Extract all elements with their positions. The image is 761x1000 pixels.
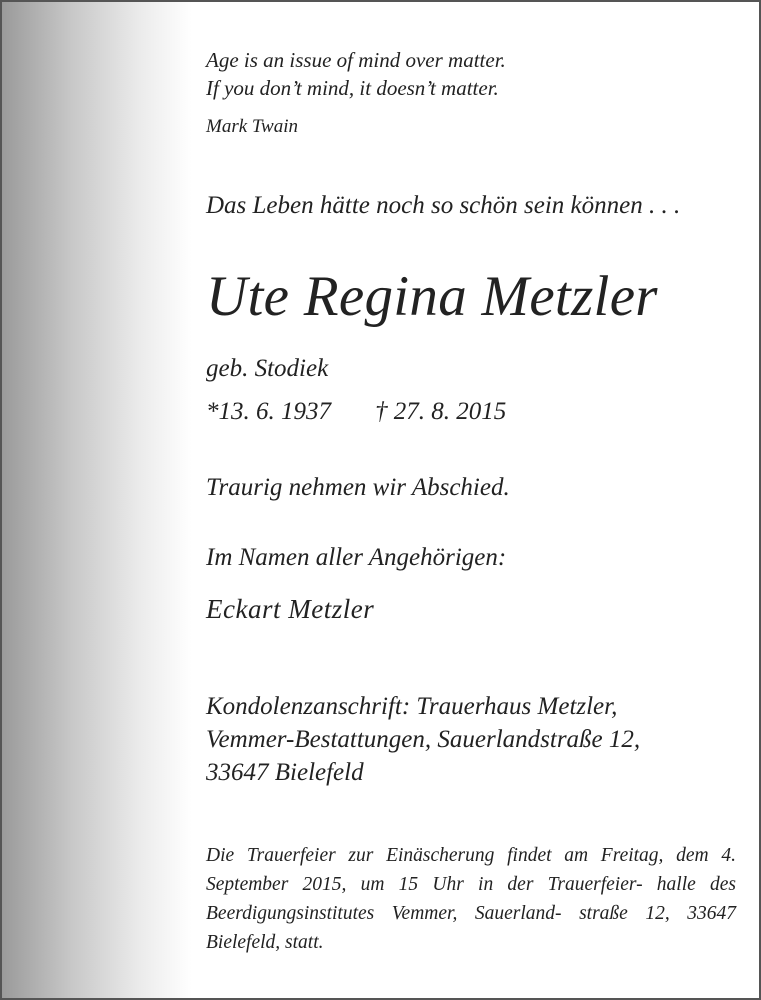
birth-date: *13. 6. 1937 — [206, 398, 331, 425]
condolence-line-3: 33647 Bielefeld — [206, 759, 364, 786]
condolence-line-1: Kondolenzanschrift: Trauerhaus Metzler, — [206, 693, 618, 720]
on-behalf-line: Im Namen aller Angehörigen: — [206, 544, 507, 571]
condolence-line-2: Vemmer-Bestattungen, Sauerlandstraße 12, — [206, 726, 641, 753]
quote-line-2: If you don’t mind, it doesn’t matter. — [206, 76, 499, 100]
quote-line-1: Age is an issue of mind over matter. — [206, 48, 506, 72]
deceased-name: Ute Regina Metzler — [206, 265, 658, 328]
lead-line: Das Leben hätte noch so schön sein können . . . — [206, 192, 681, 219]
quote-author: Mark Twain — [206, 116, 299, 137]
signer-name: Eckart Metzler — [206, 594, 375, 624]
service-line-4: straße 12, 33647 Bielefeld, statt. — [206, 903, 737, 953]
maiden-name: geb. Stodiek — [206, 355, 329, 382]
life-dates — [206, 398, 506, 426]
service-notice — [206, 841, 736, 957]
quote — [206, 46, 506, 102]
service-line-3: halle des Beerdigungsinstitutes Vemmer, Sauerland- — [206, 874, 736, 924]
service-line-1: Die Trauerfeier zur Einäscherung findet am Freitag, — [206, 845, 664, 866]
death-date: † 27. 8. 2015 — [375, 398, 507, 425]
service-line-2: dem 4. September 2015, um 15 Uhr in der Trauerfeier- — [206, 845, 736, 895]
farewell-line: Traurig nehmen wir Abschied. — [206, 474, 510, 501]
condolence-address — [206, 690, 640, 789]
